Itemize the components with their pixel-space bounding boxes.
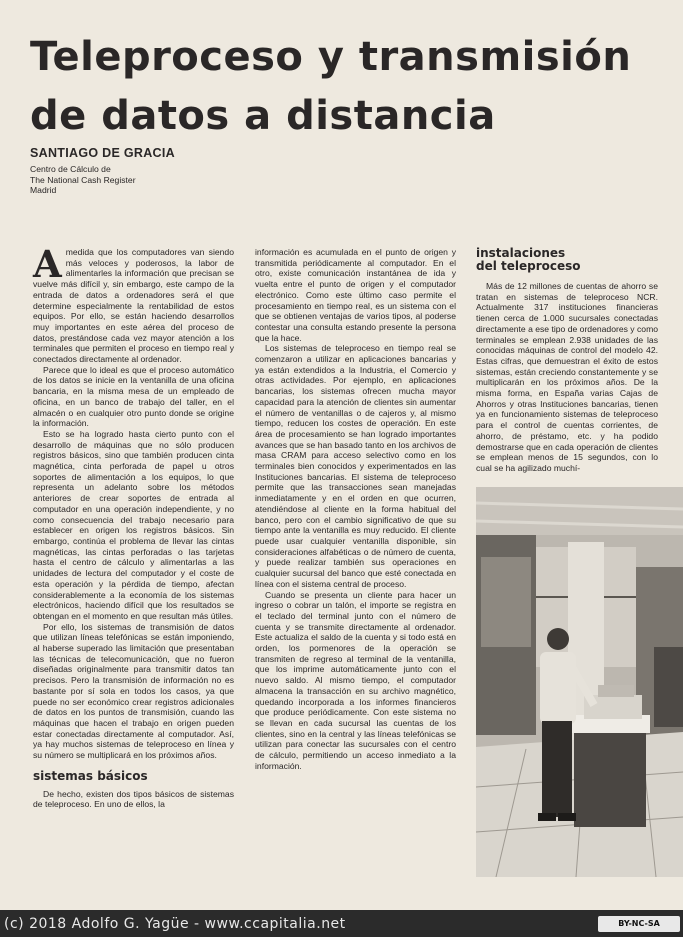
footer-bar — [0, 910, 683, 937]
author-name: SANTIAGO DE GRACIA — [30, 146, 175, 160]
text-column-1 — [33, 242, 234, 810]
paragraph: De hecho, existen dos tipos básicos de sistemas de teleproceso. En uno de ellos, la — [33, 788, 234, 810]
drop-cap: A — [33, 242, 62, 286]
photo-illustration — [476, 487, 683, 877]
affiliation-line-1: Centro de Cálculo de — [30, 164, 111, 174]
cc-license-badge[interactable] — [598, 916, 680, 932]
paragraph — [33, 242, 234, 365]
title-line-2: de datos a distancia — [30, 93, 496, 139]
paragraph: Esto se ha logrado hasta cierto punto con el desarrollo de máquinas que no sólo producen registros básicos, sino que también producen cinta magnética, cinta perforada de papel u otros soportes de alimentación a los equipos, lo que representa un adelanto sobre los métodos anteriores de crear soportes de entrada al computador en una operación independiente, y no como consecuencia del trabajo necesario para establecer en origen los registros básicos. Sin embargo, continúa el problema de llevar las cintas magnéticas, las cintas perforadas o las tarjetas hasta el centro de cálculo y alimentarlas a las unidades de lectura del computador y el coste de esta operación y la pérdida de tiempo, afectan considerablemente a la economía de los sistemas electrónicos, haciendo difícil que los resultados se obtengan en el momento en que resultan más útiles. — [33, 428, 234, 621]
paragraph: Más de 12 millones de cuentas de ahorro se tratan en sistemas de teleproceso NCR. Actualmente 317 instituciones financieras tienen cerca de 1.000 sucursales conectadas directamente a ese tipo de ordenadores y como terminales se emplean 2.938 unidades de las conocidas máquinas de control del modelo 42. Estas cifras, que demuestran el éxito de estos sistemas, están creciendo constantemente y se multiplicarán en los próximos años. De la misma forma, en España varias Cajas de Ahorros y otras Instituciones bancarias, tienen ya en funcionamiento sistemas de teleproceso para el control de cuentas corrientes, de ahorro, de préstamo, etc. y ha podido demostrarse que en cada operación de clientes se emplean menos de 15 segundos, con lo cual se ha agilizado muchí- — [476, 281, 659, 473]
photo-bank-terminal-operator — [476, 487, 683, 877]
paragraph: información es acumulada en el punto de origen y transmitida periódicamente al computador. En el otro, existe comunicación instantánea de ida y vuelta entre el punto de origen y el computador electrónico. Como este último caso permite el procesamiento en tiempo real, es un sistema con el que se obtienen ventajas de varios tipos, al poderse contestar una consulta estando presente la persona que la hace. — [255, 247, 456, 343]
copyright-notice: (c) 2018 Adolfo G. Yagüe - www.ccapitalia.net — [4, 916, 346, 932]
section-heading-line-1: instalaciones — [476, 246, 566, 260]
affiliation-line-2: The National Cash Register — [30, 174, 136, 185]
paragraph: Por ello, los sistemas de transmisión de datos que utilizan líneas telefónicas se están imponiendo, al haberse superado las limitación que presentaban las técnicas de telecomunicación, que no fueron diseñadas originalmente para transmitir datos tan precisos. Pero la transmisión de información no es bastante por sí sola en todos los casos, ya que puede no ser económico crear registros adicionales de datos en los puntos de transmisión, cuando las máquinas que hacen el trabajo en origen pueden estar conectadas directamente al computador. Así, ya hay muchos sistemas de teleproceso en línea y su número se multiplicará en los próximos años. — [33, 621, 234, 761]
section-heading — [476, 247, 658, 273]
text-column-3 — [476, 247, 658, 474]
section-heading: sistemas básicos — [33, 768, 148, 783]
author-affiliation — [30, 164, 136, 196]
title-line-1: Teleproceso y transmisión — [30, 34, 632, 80]
paragraph-text: medida que los computadores van siendo más veloces y poderosos, la labor de alimentarles la información que precisan se vuelve más difícil y, sin embargo, este campo de la entrada de datos a ordenadores será el que determine especialmente la rentabilidad de estos equipos. Por ello, se están haciendo desarrollos muy importantes en este aérea del proceso de datos, prestándose cada vez mayor atención a los terminales que permiten el proceso en tiempo real y conectados directamente al ordenador. — [33, 247, 234, 365]
paragraph: Cuando se presenta un cliente para hacer un ingreso o cobrar un talón, el importe se registra en el teclado del terminal junto con el número de cuenta y se transmite directamente al ordenador. Este actualiza el saldo de la cuenta y si todo está en orden, los pormenores de la operación se transmiten de regreso al terminal de la ventanilla, que los imprime automáticamente junto con el nuevo saldo. Al mismo tiempo, el computador almacena la transacción en su archivo magnético, quedando incorporada a los informes financieros que produce periódicamente. Con este sistema no se llevan en cada sucursal las cuentas de los clientes, sino en la central y las líneas telefónicas se utilizan para conectar las sucursales con el centro de cálculo, permitiendo un acceso inmediato a la información. — [255, 589, 456, 771]
cc-license-label: BY-NC-SA — [618, 919, 660, 928]
paragraph: Parece que lo ideal es que el proceso automático de los datos se inicie en la ventanilla de una oficina bancaria, en la misma mesa de un empleado de oficina, en un banco de trabajo del taller, en el almacén o en cualquier otro punto donde se origine la información. — [33, 364, 234, 429]
section-heading-line-2: del teleproceso — [476, 259, 581, 273]
paragraph: Los sistemas de teleproceso en tiempo real se comenzaron a utilizar en aplicaciones bancarias y ya están extendidos a la Industria, el Comercio y otras actividades. Por ejemplo, en aplicaciones bancarias, los sistemas ofrecen mucha mayor capacidad para la atención de clientes sin aumentar el número de ventanillas o de cajeros y, al mismo tiempo, reducen los costes de operación. En este área de procesamiento se han logrado importantes avances que se han basado tanto en los archivos de masa CRAM para acceso selectivo como en los terminales bien conocidos y experimentados en las Instituciones bancarias. El sistema de teleproceso permite que las transacciones sean manejadas inmediatamente y en el orden en que ocurren, atendiéndose al cliente en la forma habitual del banco, pero con el cambio significativo de que su tiempo ante la ventanilla es muy reducido. El cliente puede usar cualquier ventanilla disponible, sin consideraciones alfabéticas o de número de cuenta, y puede realizar también sus operaciones en cualquier sucursal del banco que esté conectada en línea con el sistema central de proceso. — [255, 343, 456, 589]
affiliation-line-3: Madrid — [30, 185, 57, 195]
text-column-2 — [255, 247, 456, 771]
article-title — [30, 28, 670, 146]
